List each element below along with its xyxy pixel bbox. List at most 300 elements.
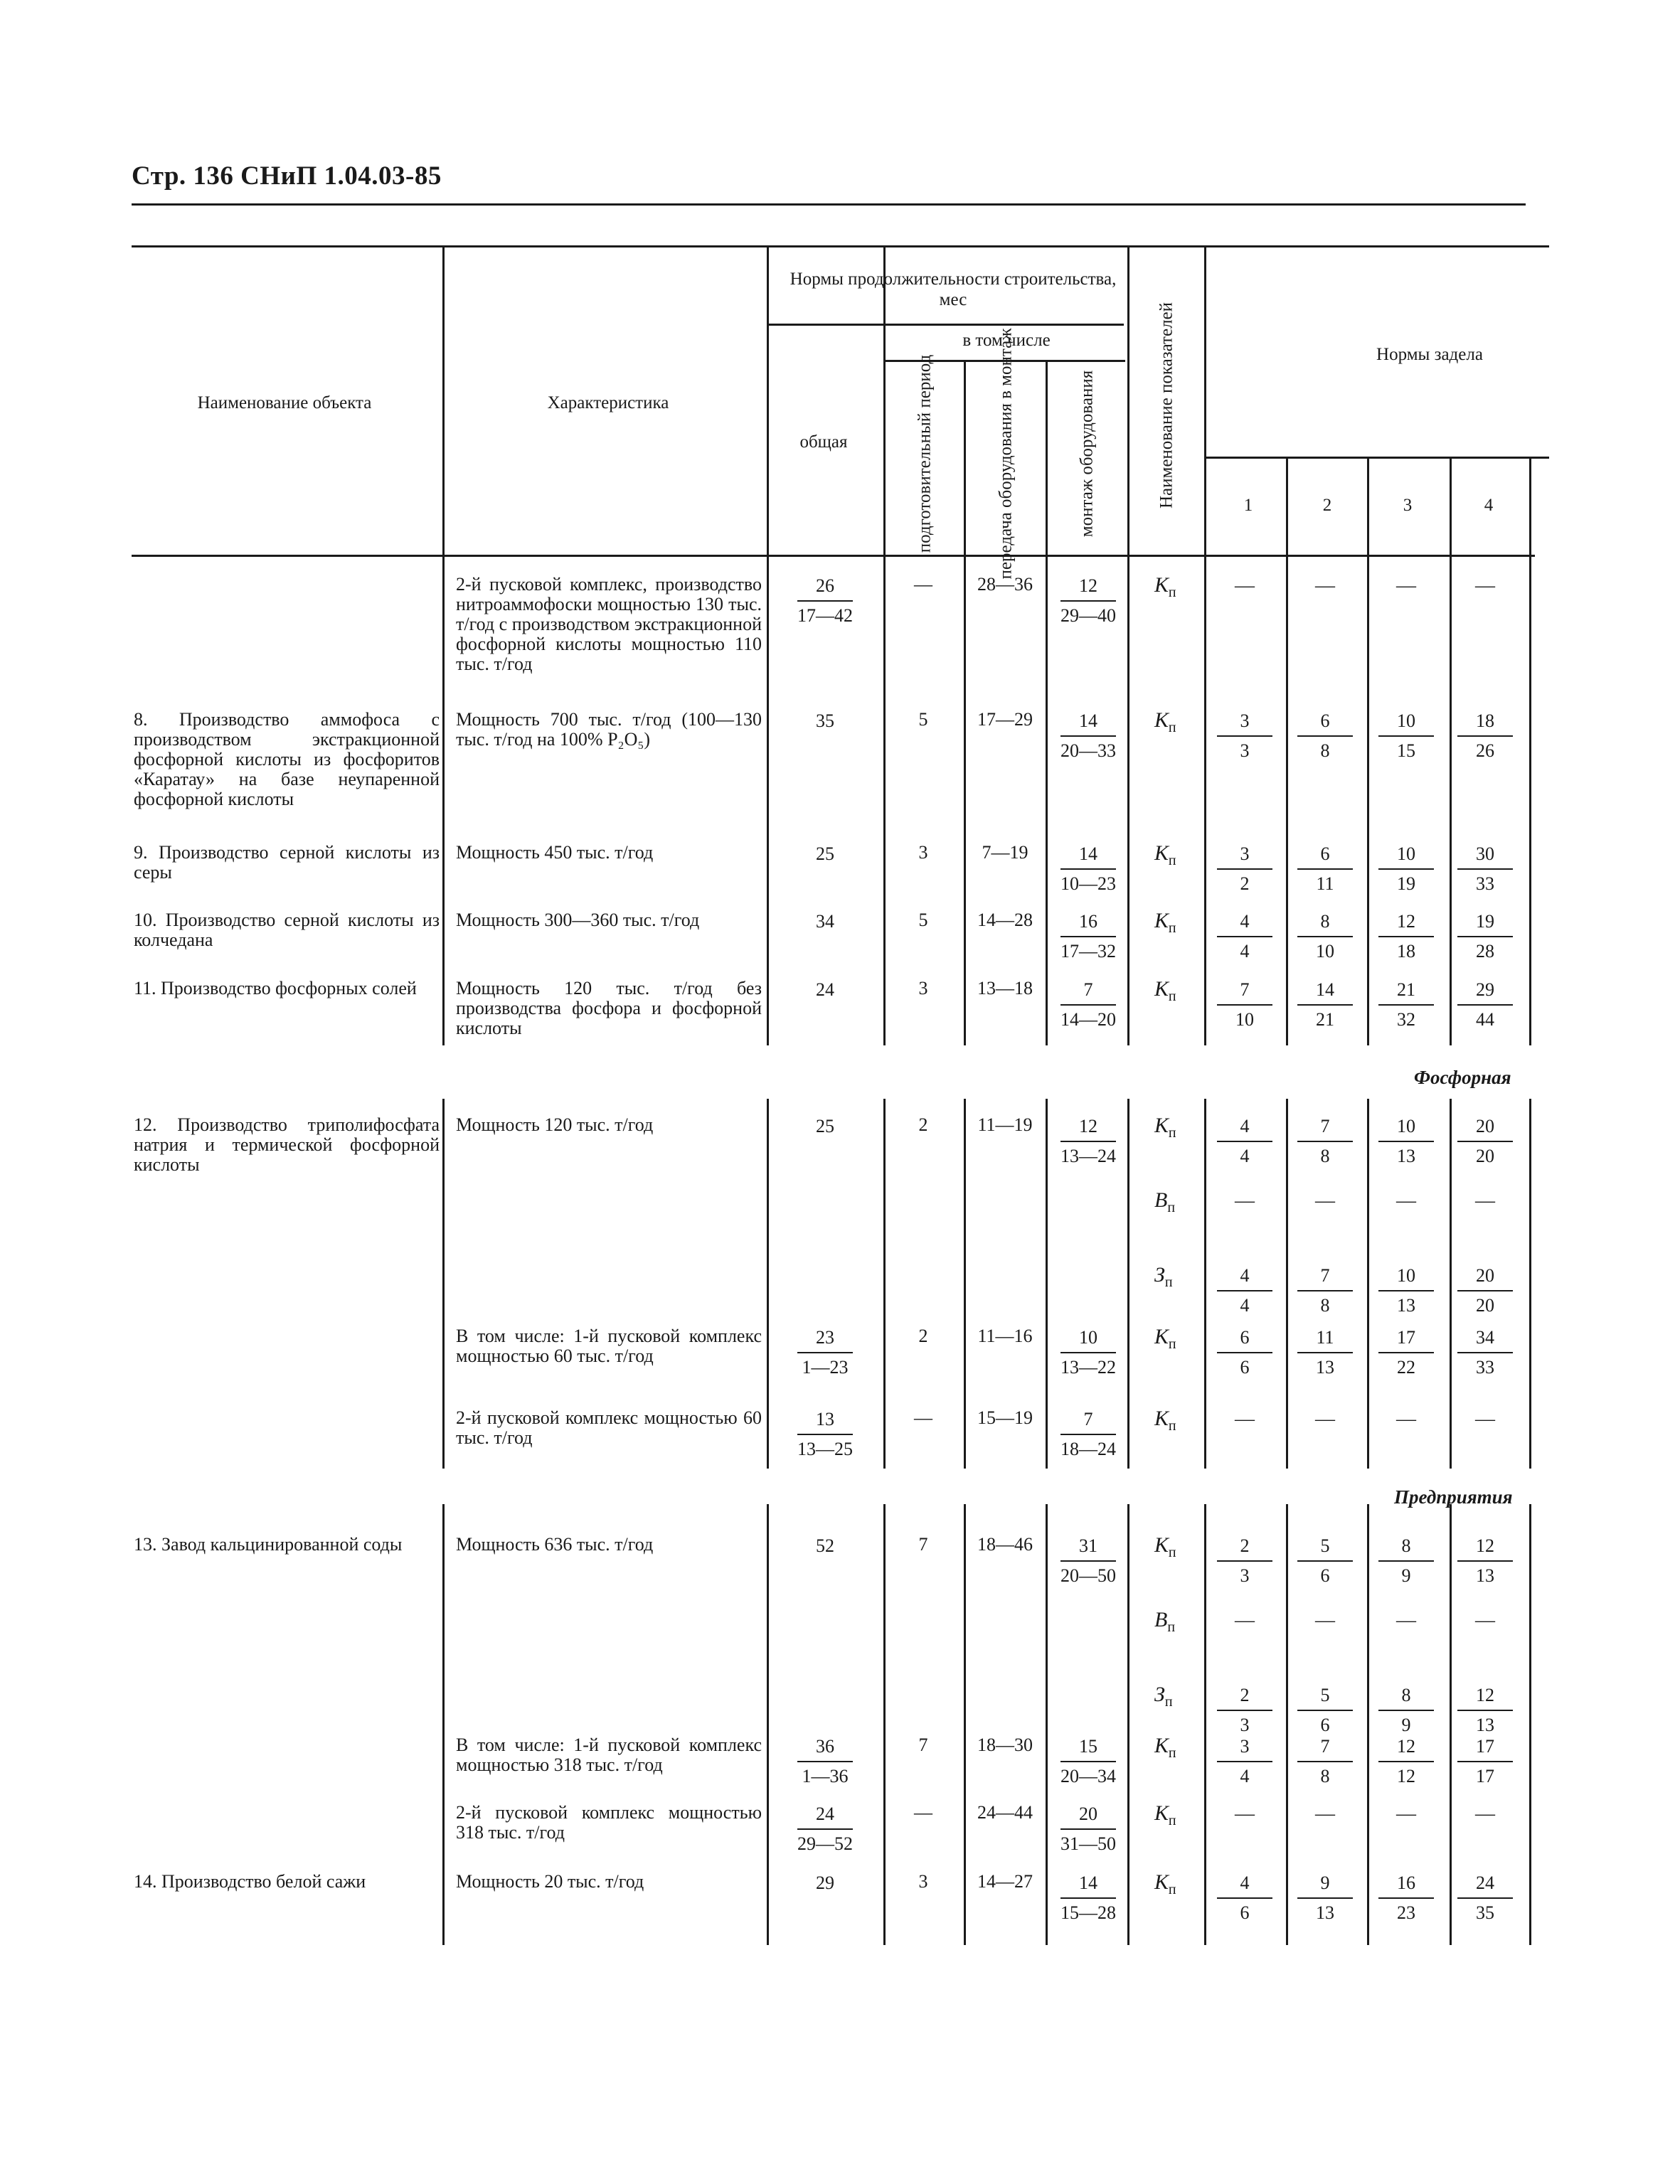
column-rule [1529, 1504, 1531, 1945]
backlog-q4: — [1475, 575, 1495, 597]
backlog-q1 [1213, 707, 1277, 765]
column-rule [442, 1504, 445, 1945]
total-duration-den: 29—52 [797, 1833, 853, 1854]
prep-period: 2 [918, 1326, 928, 1346]
backlog-q3-num: 10 [1378, 707, 1434, 737]
backlog-q4-den: 17 [1476, 1766, 1494, 1786]
backlog-q2: — [1315, 1803, 1335, 1825]
backlog-q3-den: 9 [1401, 1715, 1411, 1735]
backlog-q1 [1213, 1869, 1277, 1927]
total-duration [793, 1323, 857, 1382]
backlog-q3-den: 32 [1397, 1009, 1415, 1030]
backlog-q2-num: 6 [1297, 707, 1353, 737]
total-duration [793, 1405, 857, 1464]
prep-period: — [914, 574, 932, 595]
backlog-q2 [1293, 1262, 1357, 1320]
backlog-q2-den: 21 [1316, 1009, 1334, 1030]
backlog-q3 [1374, 1323, 1438, 1382]
backlog-q1-den: 4 [1240, 1295, 1250, 1316]
backlog-q4-num: 12 [1457, 1532, 1513, 1562]
backlog-q1-num: 2 [1217, 1681, 1272, 1711]
prep-period: 7 [918, 1735, 928, 1755]
total-duration-den: 1—36 [802, 1766, 849, 1786]
backlog-q2 [1293, 1869, 1357, 1927]
backlog-q3-den: 23 [1397, 1902, 1415, 1923]
backlog-q1-den: 3 [1240, 740, 1250, 761]
install-period-den: 20—34 [1060, 1766, 1116, 1786]
column-rule [883, 1504, 886, 1945]
install-period-den: 14—20 [1060, 1009, 1116, 1030]
backlog-q3-den: 15 [1397, 740, 1415, 761]
install-period-num: 20 [1060, 1800, 1116, 1830]
backlog-q2-num: 8 [1297, 907, 1353, 937]
caption-enterprises: Предприятия [1394, 1486, 1513, 1508]
backlog-q4-num: 34 [1457, 1323, 1513, 1353]
prep-period: 5 [918, 910, 928, 930]
transfer-period: 17—29 [977, 709, 1033, 730]
characteristic: В том числе: 1-й пусковой комплекс мощностью 318 тыс. т/год [456, 1735, 762, 1775]
backlog-q2 [1293, 1732, 1357, 1791]
backlog-q2-num: 7 [1297, 1112, 1353, 1142]
transfer-period: 18—30 [977, 1735, 1033, 1755]
backlog-q1-num: 7 [1217, 976, 1272, 1006]
transfer-period: 15—19 [977, 1407, 1033, 1428]
object-name: 8. Производство аммофоса с производством экстракционной фосфорной кислоты из фосфоритов «Каратау» на базе неупаренной фосфорной кислоты [134, 709, 440, 809]
backlog-q3-den: 9 [1401, 1565, 1411, 1586]
characteristic: 2-й пусковой комплекс, производство нитроаммофоски мощностью 130 тыс. т/год с производством экстракционной фосфорной кислоты мощностью 110 тыс. т/год [456, 574, 762, 674]
caption-phosphoric: Фосфорная [1414, 1067, 1511, 1088]
total-duration-num: 34 [816, 911, 834, 932]
characteristic: Мощность 636 тыс. т/год [456, 1534, 654, 1555]
install-period [1056, 1323, 1120, 1382]
col-backlog: Нормы задела [1376, 345, 1483, 364]
backlog-q3 [1374, 840, 1438, 898]
indicator-symbol: $К_п$ [1154, 977, 1176, 1004]
column-rule [1367, 1099, 1369, 1469]
backlog-q1-den: 4 [1240, 1146, 1250, 1166]
backlog-q1-num: 3 [1217, 1732, 1272, 1762]
backlog-q3: — [1396, 1609, 1416, 1631]
prep-period: 3 [918, 842, 928, 863]
column-rule [1046, 360, 1048, 1045]
total-duration [793, 1869, 857, 1897]
backlog-q3 [1374, 1262, 1438, 1320]
backlog-q1 [1213, 907, 1277, 966]
install-period-num: 14 [1060, 840, 1116, 870]
backlog-q1 [1213, 840, 1277, 898]
indicator-symbol: $З_п$ [1154, 1683, 1173, 1710]
transfer-period: 28—36 [977, 574, 1033, 595]
object-name: 12. Производство триполифосфата натрия и термической фосфорной кислоты [134, 1114, 440, 1175]
total-duration-num: 24 [816, 979, 834, 1000]
column-rule [1127, 245, 1129, 1045]
col-including: в том числе [962, 331, 1051, 350]
backlog-q1 [1213, 1262, 1277, 1320]
backlog-q1-num: 4 [1217, 1112, 1272, 1142]
column-rule [883, 245, 886, 1045]
backlog-q3-den: 12 [1397, 1766, 1415, 1786]
backlog-q1-den: 10 [1235, 1009, 1254, 1030]
backlog-q3: — [1396, 575, 1416, 597]
backlog-q3-num: 10 [1378, 1112, 1434, 1142]
transfer-period: 18—46 [977, 1534, 1033, 1555]
install-period [1056, 1869, 1120, 1927]
total-duration-den: 17—42 [797, 605, 853, 626]
install-period-den: 31—50 [1060, 1833, 1116, 1854]
backlog-q1-den: 3 [1240, 1715, 1250, 1735]
backlog-q2-num: 7 [1297, 1262, 1353, 1291]
column-rule [767, 1099, 769, 1469]
install-period-den: 13—24 [1060, 1146, 1116, 1166]
backlog-q4-den: 26 [1476, 740, 1494, 761]
total-duration-num: 29 [816, 1873, 834, 1893]
backlog-q4-den: 33 [1476, 1357, 1494, 1378]
prep-period: 7 [918, 1534, 928, 1555]
backlog-q3-num: 21 [1378, 976, 1434, 1006]
backlog-q1-den: 6 [1240, 1902, 1250, 1923]
col-prep: подготовительный период [915, 354, 935, 553]
backlog-q2-num: 6 [1297, 840, 1353, 870]
backlog-q1: — [1235, 1190, 1255, 1212]
install-period-num: 12 [1060, 1112, 1116, 1142]
backlog-q2: — [1315, 1408, 1335, 1430]
backlog-q1-den: 6 [1240, 1357, 1250, 1378]
total-duration [793, 840, 857, 868]
column-rule [442, 1099, 445, 1469]
install-period [1056, 572, 1120, 630]
column-rule [1204, 245, 1206, 1045]
total-duration [793, 1732, 857, 1791]
backlog-q2-den: 6 [1320, 1565, 1330, 1586]
backlog-q2: — [1315, 1609, 1335, 1631]
install-period-num: 14 [1060, 707, 1116, 737]
backlog-q4-den: 35 [1476, 1902, 1494, 1923]
characteristic: Мощность 120 тыс. т/год без производства фосфора и фосфорной кислоты [456, 978, 762, 1038]
table-top-rule [132, 245, 1549, 247]
backlog-q3 [1374, 976, 1438, 1034]
backlog-q4: — [1475, 1190, 1495, 1212]
backlog-q1-den: 4 [1240, 941, 1250, 962]
backlog-q1-num: 4 [1217, 1262, 1272, 1291]
transfer-period: 14—28 [977, 910, 1033, 930]
backlog-q1 [1213, 1732, 1277, 1791]
backlog-q4 [1453, 907, 1517, 966]
object-name: 10. Производство серной кислоты из колчедана [134, 910, 440, 950]
install-period-num: 31 [1060, 1532, 1116, 1562]
prep-period: — [914, 1407, 932, 1428]
col-q4: 4 [1484, 496, 1494, 515]
backlog-q3-num: 10 [1378, 1262, 1434, 1291]
prep-period: 5 [918, 709, 928, 730]
backlog-q3-den: 18 [1397, 941, 1415, 962]
total-duration [793, 572, 857, 630]
backlog-q4 [1453, 976, 1517, 1034]
backlog-q2-den: 10 [1316, 941, 1334, 962]
backlog-q2 [1293, 907, 1357, 966]
characteristic: Мощность 20 тыс. т/год [456, 1871, 644, 1892]
column-rule [442, 245, 445, 1045]
column-rule [1204, 1504, 1206, 1945]
object-name: 13. Завод кальцинированной соды [134, 1534, 403, 1555]
backlog-q1 [1213, 1323, 1277, 1382]
install-period [1056, 840, 1120, 898]
backlog-q1: — [1235, 1609, 1255, 1631]
total-duration-num: 23 [797, 1323, 853, 1353]
column-rule [767, 1504, 769, 1945]
prep-period: 2 [918, 1114, 928, 1135]
indicator-symbol: $К_п$ [1154, 573, 1176, 600]
backlog-q1: — [1235, 1408, 1255, 1430]
backlog-q1: — [1235, 1803, 1255, 1825]
backlog-q2-den: 8 [1320, 1295, 1330, 1316]
backlog-q4: — [1475, 1408, 1495, 1430]
install-period [1056, 1112, 1120, 1171]
backlog-q4 [1453, 1532, 1517, 1590]
col-q3: 3 [1403, 496, 1413, 515]
backlog-q2-num: 5 [1297, 1681, 1353, 1711]
transfer-period: 24—44 [977, 1802, 1033, 1823]
backlog-q4-num: 19 [1457, 907, 1513, 937]
column-rule [1529, 457, 1531, 1045]
column-rule [1046, 1099, 1048, 1469]
backlog-q3-num: 12 [1378, 907, 1434, 937]
install-period [1056, 976, 1120, 1034]
backlog-q3-num: 12 [1378, 1732, 1434, 1762]
total-duration [793, 707, 857, 735]
indicator-symbol: $З_п$ [1154, 1263, 1173, 1290]
object-name: 11. Производство фосфорных солей [134, 978, 417, 998]
backlog-q1-num: 4 [1217, 1869, 1272, 1899]
backlog-q2-den: 8 [1320, 740, 1330, 761]
backlog-q3 [1374, 907, 1438, 966]
indicator-symbol: $К_п$ [1154, 1533, 1176, 1560]
total-duration-num: 24 [797, 1800, 853, 1830]
transfer-period: 11—19 [977, 1114, 1033, 1135]
backlog-subrule [1204, 457, 1549, 459]
col-norms-duration: Нормы продолжительности строительства, мес [790, 270, 1117, 309]
backlog-q4 [1453, 707, 1517, 765]
backlog-q1: — [1235, 575, 1255, 597]
object-name: 14. Производство белой сажи [134, 1871, 366, 1892]
install-period-num: 7 [1060, 1405, 1116, 1435]
indicator-symbol: $К_п$ [1154, 1801, 1176, 1828]
col-q1: 1 [1243, 496, 1253, 515]
backlog-q3-den: 19 [1397, 873, 1415, 894]
install-period [1056, 1532, 1120, 1590]
backlog-q2: — [1315, 575, 1335, 597]
column-rule [1450, 1099, 1452, 1469]
install-period [1056, 707, 1120, 765]
backlog-q4-num: 17 [1457, 1732, 1513, 1762]
header-bottom-rule [132, 555, 1535, 557]
backlog-q3: — [1396, 1190, 1416, 1212]
backlog-q1 [1213, 1532, 1277, 1590]
install-period-den: 15—28 [1060, 1902, 1116, 1923]
column-rule [1367, 1504, 1369, 1945]
characteristic: В том числе: 1-й пусковой комплекс мощностью 60 тыс. т/год [456, 1326, 762, 1366]
column-rule [1286, 1504, 1288, 1945]
col-q2: 2 [1322, 496, 1332, 515]
total-duration-den: 13—25 [797, 1439, 853, 1459]
install-period-den: 18—24 [1060, 1439, 1116, 1459]
column-rule [1127, 1504, 1129, 1945]
backlog-q1 [1213, 1681, 1277, 1740]
backlog-q3-num: 10 [1378, 840, 1434, 870]
backlog-q3-num: 16 [1378, 1869, 1434, 1899]
install-period-num: 14 [1060, 1869, 1116, 1899]
backlog-q2-num: 9 [1297, 1869, 1353, 1899]
total-duration-num: 25 [816, 843, 834, 864]
install-period-den: 17—32 [1060, 941, 1116, 962]
total-duration [793, 907, 857, 936]
backlog-q3 [1374, 1681, 1438, 1740]
backlog-q1-num: 4 [1217, 907, 1272, 937]
characteristic: Мощность 700 тыс. т/год (100—130 тыс. т/год на 100% P₂O₅) [456, 709, 762, 750]
backlog-q2 [1293, 1112, 1357, 1171]
total-duration-num: 36 [797, 1732, 853, 1762]
object-name: 9. Производство серной кислоты из серы [134, 842, 440, 883]
indicator-symbol: $К_п$ [1154, 909, 1176, 936]
characteristic: Мощность 450 тыс. т/год [456, 842, 654, 863]
backlog-q4-den: 20 [1476, 1146, 1494, 1166]
install-period [1056, 907, 1120, 966]
backlog-q2-den: 8 [1320, 1146, 1330, 1166]
header-rule [132, 203, 1526, 206]
col-install: монтаж оборудования [1077, 370, 1097, 538]
backlog-q4 [1453, 1732, 1517, 1791]
backlog-q3-num: 8 [1378, 1681, 1434, 1711]
backlog-q2-num: 11 [1297, 1323, 1353, 1353]
backlog-q3 [1374, 707, 1438, 765]
backlog-q4: — [1475, 1609, 1495, 1631]
backlog-q4-num: 29 [1457, 976, 1513, 1006]
backlog-q3 [1374, 1869, 1438, 1927]
total-duration-num: 35 [816, 710, 834, 731]
install-period-num: 12 [1060, 572, 1116, 602]
backlog-q2: — [1315, 1190, 1335, 1212]
characteristic: Мощность 120 тыс. т/год [456, 1114, 654, 1135]
duration-subrule [768, 324, 1124, 326]
backlog-q2 [1293, 1532, 1357, 1590]
backlog-q4-num: 12 [1457, 1681, 1513, 1711]
backlog-q4 [1453, 1681, 1517, 1740]
backlog-q3-num: 8 [1378, 1532, 1434, 1562]
column-rule [1450, 457, 1452, 1045]
indicator-symbol: $К_п$ [1154, 1325, 1176, 1352]
backlog-q2 [1293, 976, 1357, 1034]
column-rule [883, 1099, 886, 1469]
page-header: Стр. 136 СНиП 1.04.03-85 [132, 161, 442, 191]
install-period-num: 7 [1060, 976, 1116, 1006]
col-total: общая [799, 432, 848, 452]
backlog-q2 [1293, 1681, 1357, 1740]
column-rule [1127, 1099, 1129, 1469]
column-rule [767, 245, 769, 1045]
indicator-symbol: $К_п$ [1154, 1114, 1176, 1141]
install-period-num: 16 [1060, 907, 1116, 937]
column-rule [1046, 1504, 1048, 1945]
total-duration-num: 25 [816, 1116, 834, 1136]
backlog-q1-den: 3 [1240, 1565, 1250, 1586]
total-duration [793, 1532, 857, 1560]
prep-period: 3 [918, 1871, 928, 1892]
total-duration-num: 26 [797, 572, 853, 602]
column-rule [1367, 457, 1369, 1045]
backlog-q2-den: 6 [1320, 1715, 1330, 1735]
backlog-q4-den: 28 [1476, 941, 1494, 962]
backlog-q4-den: 20 [1476, 1295, 1494, 1316]
backlog-q4-num: 30 [1457, 840, 1513, 870]
backlog-q1-den: 2 [1240, 873, 1250, 894]
transfer-period: 7—19 [982, 842, 1028, 863]
backlog-q2-num: 7 [1297, 1732, 1353, 1762]
indicator-symbol: $В_п$ [1154, 1608, 1176, 1635]
backlog-q3-den: 13 [1397, 1146, 1415, 1166]
backlog-q4-num: 18 [1457, 707, 1513, 737]
backlog-q3: — [1396, 1408, 1416, 1430]
total-duration [793, 1112, 857, 1141]
backlog-q1-den: 4 [1240, 1766, 1250, 1786]
backlog-q3-num: 17 [1378, 1323, 1434, 1353]
backlog-q1-num: 3 [1217, 840, 1272, 870]
backlog-q3 [1374, 1532, 1438, 1590]
column-rule [964, 360, 966, 1045]
col-characteristic: Характеристика [547, 393, 669, 412]
col-indicator: Наименование показателей [1157, 302, 1176, 509]
indicator-symbol: $В_п$ [1154, 1188, 1176, 1215]
backlog-q2-den: 8 [1320, 1766, 1330, 1786]
column-rule [1286, 457, 1288, 1045]
backlog-q4-den: 33 [1476, 873, 1494, 894]
indicator-symbol: $К_п$ [1154, 1870, 1176, 1897]
characteristic: 2-й пусковой комплекс мощностью 318 тыс. т/год [456, 1802, 762, 1843]
column-rule [1529, 1099, 1531, 1469]
total-duration [793, 1800, 857, 1858]
col-transfer: передача оборудования в монтаж [996, 328, 1016, 580]
backlog-q2-den: 13 [1316, 1902, 1334, 1923]
backlog-q2 [1293, 840, 1357, 898]
backlog-q1-num: 2 [1217, 1532, 1272, 1562]
backlog-q2-den: 13 [1316, 1357, 1334, 1378]
column-rule [1204, 1099, 1206, 1469]
total-duration-num: 13 [797, 1405, 853, 1435]
prep-period: 3 [918, 978, 928, 998]
backlog-q4 [1453, 840, 1517, 898]
backlog-q2 [1293, 1323, 1357, 1382]
backlog-q4-den: 44 [1476, 1009, 1494, 1030]
backlog-q4-num: 24 [1457, 1869, 1513, 1899]
backlog-q1 [1213, 976, 1277, 1034]
install-period-den: 10—23 [1060, 873, 1116, 894]
install-period-num: 10 [1060, 1323, 1116, 1353]
transfer-period: 13—18 [977, 978, 1033, 998]
backlog-q4-num: 20 [1457, 1112, 1513, 1142]
backlog-q4 [1453, 1262, 1517, 1320]
column-rule [1286, 1099, 1288, 1469]
backlog-q1-num: 3 [1217, 707, 1272, 737]
indicator-symbol: $К_п$ [1154, 708, 1176, 735]
install-period [1056, 1732, 1120, 1791]
backlog-q1 [1213, 1112, 1277, 1171]
indicator-symbol: $К_п$ [1154, 841, 1176, 868]
install-period-den: 29—40 [1060, 605, 1116, 626]
backlog-q2-num: 5 [1297, 1532, 1353, 1562]
backlog-q2-den: 11 [1316, 873, 1334, 894]
backlog-q3-den: 13 [1397, 1295, 1415, 1316]
backlog-q4-den: 13 [1476, 1715, 1494, 1735]
backlog-q3: — [1396, 1803, 1416, 1825]
backlog-q3 [1374, 1732, 1438, 1791]
